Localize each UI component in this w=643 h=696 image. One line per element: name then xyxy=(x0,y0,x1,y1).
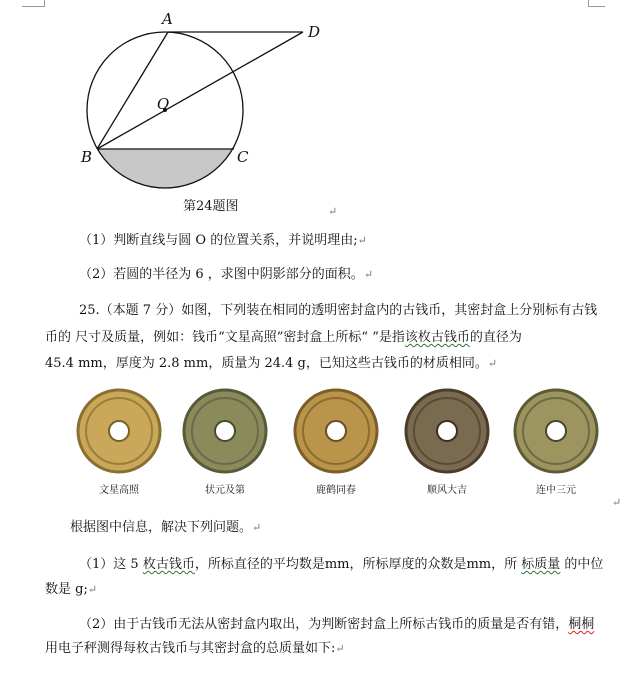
label-o: O xyxy=(157,95,170,113)
coin-3 xyxy=(295,390,377,472)
q25-line3: 45.4 mm，厚度为 2.8 mm，质量为 24.4 g，已知这些古钱币的材质相同。↵ xyxy=(45,356,498,371)
coin-caption-3: 鹿鹤同春 xyxy=(316,485,356,496)
coin-2 xyxy=(184,390,266,472)
q25-part2-line2: 用电子秤测得每枚古钱币与其密封盒的总质量如下:↵ xyxy=(45,641,345,656)
coin-caption-5: 连中三元 xyxy=(536,485,576,496)
shaded-segment xyxy=(80,149,260,200)
line-bd xyxy=(97,32,303,149)
coin-caption-4: 顺风大吉 xyxy=(427,485,467,496)
q25-line1: 25.（本题 7 分）如图，下列装在相同的透明密封盒内的古钱币，其密封盒上分别标有古钱 xyxy=(79,303,598,318)
q25-part1-line2: 数是 g;↵ xyxy=(45,582,98,597)
q25-part2-line1: （2）由于古钱币无法从密封盒内取出，为判断密封盒上所标古钱币的质量是否有错，桐桐 xyxy=(79,617,595,632)
label-c: C xyxy=(237,148,249,166)
geometry-figure xyxy=(60,0,350,200)
page-corner-right xyxy=(588,0,605,7)
coin-5 xyxy=(515,390,597,472)
figure-caption: 第24题图 xyxy=(183,199,239,214)
q25-line2: 币的 尺寸及质量，例如：钱币“文星高照”密封盒上所标“ ”是指该枚古钱币的直径为 xyxy=(45,330,522,345)
coin-caption-2: 状元及第 xyxy=(205,485,245,496)
coin-caption-1: 文星高照 xyxy=(99,485,139,496)
line-ab xyxy=(97,32,168,149)
page-corner-left xyxy=(22,0,45,7)
label-d: D xyxy=(308,23,321,41)
q25-instruction: 根据图中信息，解决下列问题。↵ xyxy=(70,520,262,535)
q24-part2: （2）若圆的半径为 6 ，求图中阴影部分的面积。↵ xyxy=(79,267,374,282)
q24-part1: （1）判断直线与圆 O 的位置关系，并说明理由;↵ xyxy=(79,233,367,248)
q25-part1-line1: （1）这 5 枚古钱币，所标直径的平均数是mm，所标厚度的众数是mm，所 标质量 的中位 xyxy=(79,557,604,572)
coins-return-mark: ↵ xyxy=(612,496,622,509)
coin-1 xyxy=(78,390,160,472)
coin-4 xyxy=(406,390,488,472)
label-b: B xyxy=(81,148,93,166)
label-a: A xyxy=(162,10,173,28)
anchor-mark: ↵ xyxy=(328,205,338,218)
coins-photo xyxy=(60,385,620,480)
